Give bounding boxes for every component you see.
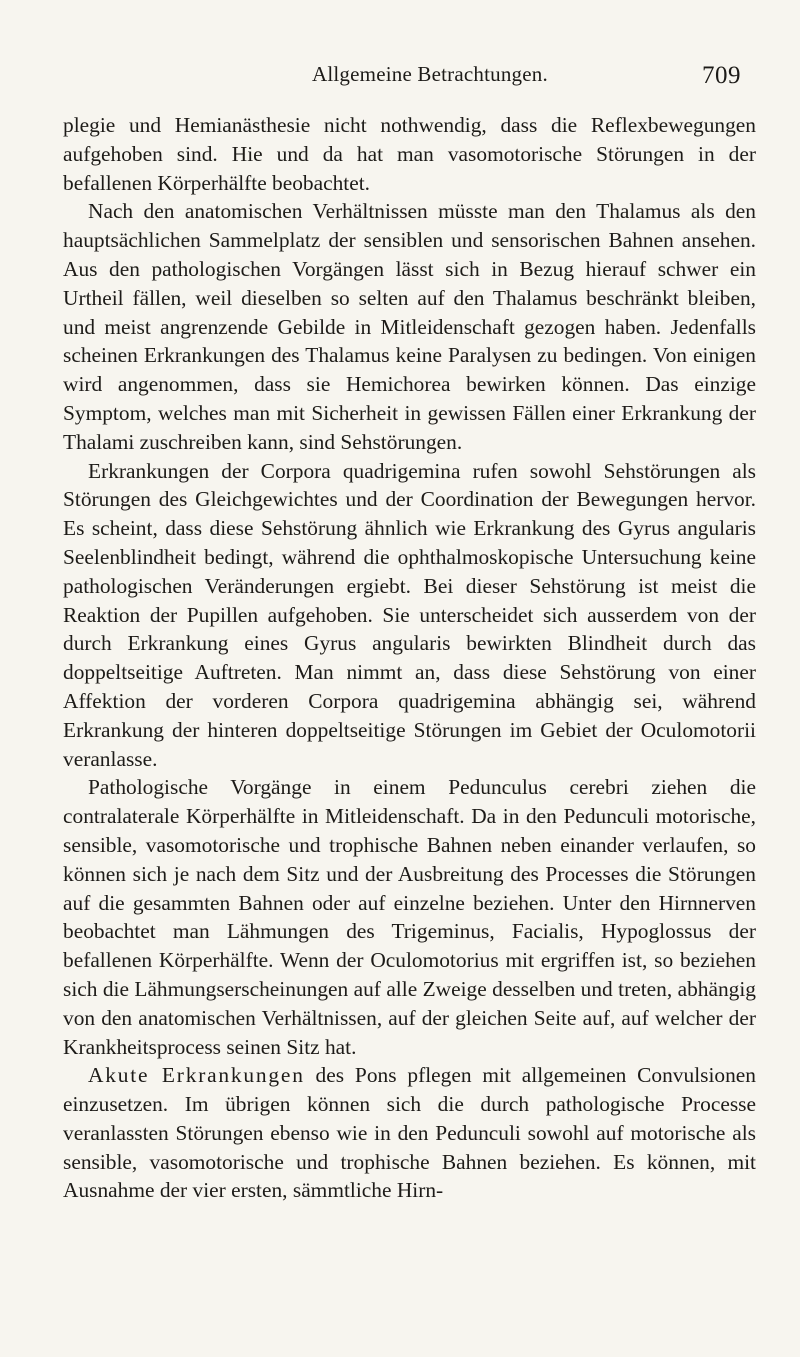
paragraph-5-spaced-lead: Akute Erkrankungen [88, 1063, 305, 1088]
paragraph-5-rest: des Pons pflegen mit allgemeinen Convulsionen einzusetzen. Im übrigen können sich die durch pathologische Processe veranlassten Störungen ebenso wie in den Pedunculi sowohl auf motorische als sensible, vasomotorische und trophische Bahnen beziehen. Es können, mit Ausnahme der vier ersten, sämmtliche Hirn- [63, 1063, 756, 1203]
page-number: 709 [702, 62, 741, 89]
paragraph-2: Nach den anatomischen Verhältnissen müsste man den Thalamus als den hauptsächlichen Sammelplatz der sensiblen und sensorischen Bahnen ansehen. Aus den pathologischen Vorgängen lässt sich in Bezug hierauf schwer ein Urtheil fällen, weil dieselben so selten auf den Thalamus beschränkt bleiben, und meist angrenzende Gebilde in Mitleidenschaft gezogen haben. Jedenfalls scheinen Erkrankungen des Thalamus keine Paralysen zu bedingen. Von einigen wird angenommen, dass sie Hemichorea bewirken können. Das einzige Symptom, welches man mit Sicherheit in gewissen Fällen einer Erkrankung der Thalami zuschreiben kann, sind Sehstörungen. [63, 199, 756, 454]
paragraph-3: Erkrankungen der Corpora quadrigemina rufen sowohl Sehstörungen als Störungen des Gleichgewichtes und der Coordination der Bewegungen hervor. Es scheint, dass diese Sehstörung ähnlich wie Erkrankung des Gyrus angularis Seelenblindheit bedingt, während die ophthalmoskopische Untersuchung keine pathologischen Veränderungen ergiebt. Bei dieser Sehstörung ist meist die Reaktion der Pupillen aufgehoben. Sie unterscheidet sich ausserdem von der durch Erkrankung eines Gyrus angularis bewirkten Blindheit durch das doppeltseitige Auftreten. Man nimmt an, dass diese Sehstörung von einer Affektion der vorderen Corpora quadrigemina abhängig sei, während Erkrankung der hinteren doppeltseitige Störungen im Gebiet der Oculomotorii veranlasse. [63, 458, 756, 771]
running-head [0, 62, 800, 98]
paragraph-1: plegie und Hemianästhesie nicht nothwendig, dass die Reflexbewegungen aufgehoben sind. Hie und da hat man vasomotorische Störungen in der befallenen Körperhälfte beobachtet. [63, 113, 756, 195]
running-title: Allgemeine Betrachtungen. [312, 62, 548, 86]
paragraph-4: Pathologische Vorgänge in einem Pedunculus cerebri ziehen die contralaterale Körperhälfte in Mitleidenschaft. Da in den Pedunculi motorische, sensible, vasomotorische und trophische Bahnen neben einander verlaufen, so können sich je nach dem Sitz und der Ausbreitung des Processes die Störungen auf die gesammten Bahnen oder auf einzelne beziehen. Unter den Hirnnerven beobachtet man Lähmungen des Trigeminus, Facialis, Hypoglossus der befallenen Körperhälfte. Wenn der Oculomotorius mit ergriffen ist, so beziehen sich die Lähmungserscheinungen auf alle Zweige desselben und treten, abhängig von den anatomischen Verhältnissen, auf der gleichen Seite auf, auf welcher der Krankheitsprocess seinen Sitz hat. [63, 775, 756, 1059]
paragraph-5 [63, 1061, 756, 1205]
body-text [63, 111, 756, 1205]
